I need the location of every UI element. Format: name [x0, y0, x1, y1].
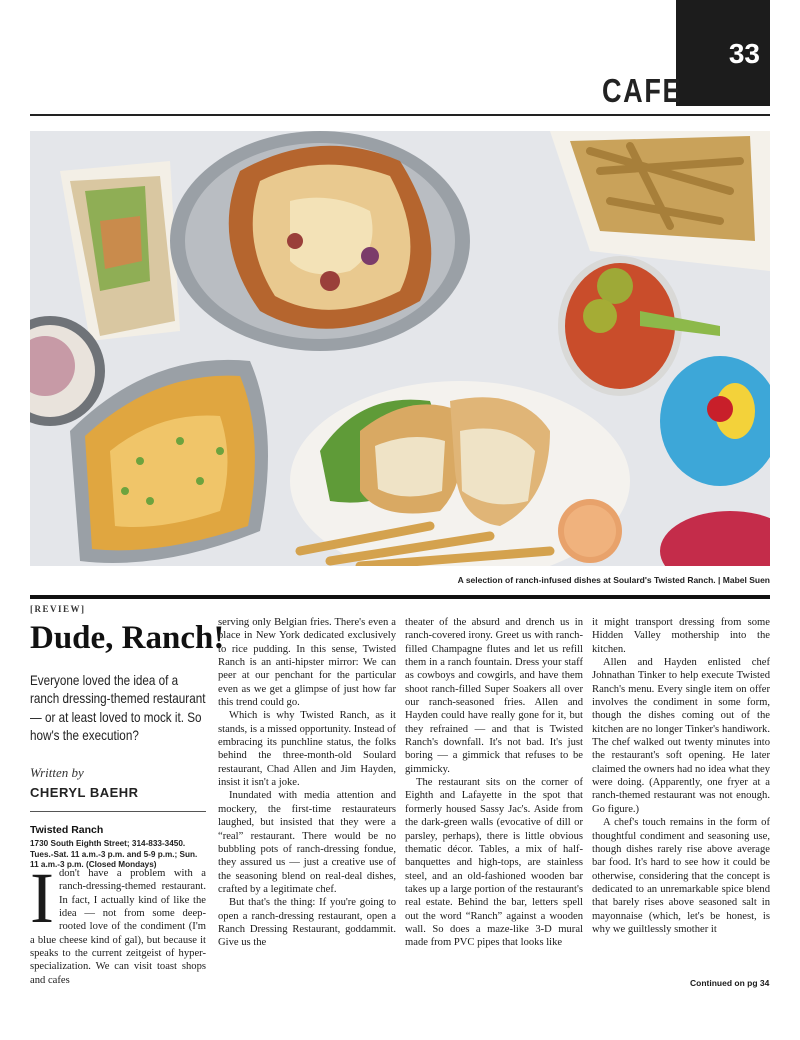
column-2 — [218, 616, 396, 994]
venue-address: 1730 South Eighth Street; 314-833-3450. — [30, 839, 186, 849]
col2-paragraph: Which is why Twisted Ranch, as it stands, is a missed opportunity. Instead of embracing its punchline status, the folks behind the three-month-old Soulard restaurant, Chad Allen and Jim Hayden, insist it isn't a joke. — [218, 710, 396, 789]
page-number-box — [676, 0, 770, 106]
col3-paragraph: The restaurant sits on the corner of Eighth and Lafayette in the spot that formerly housed Sassy Jac's. Aside from the dark-green walls (evocative of dill or parsley, perhaps), there is little obvious thematic décor. Tables, a mix of half-banquettes and high-tops, are stainless steel, and an old-fashioned wooden bar takes up a large portion of the restaurant's real estate. Behind the bar, letters spell out the word “Ranch” against a wooden wall. So does a maze-like 3-D mural made from PVC pipes that looks like — [405, 777, 583, 949]
continued-link[interactable]: Continued on pg 34 — [690, 978, 770, 988]
col2-paragraph: Inundated with media attention and mockery, the first-time restaurateurs laughed, but insisted that they were a “real” restaurant. There would be no bubbling pots of ranch-dressing fondue, they assured us — just a creative use of the seasoning blend on real-deal dishes, crafted by a legitimate chef. — [218, 790, 396, 895]
kicker: [REVIEW] — [30, 604, 86, 614]
venue-name: Twisted Ranch — [30, 824, 104, 837]
written-by-label: Written by — [30, 765, 84, 781]
food-photo — [30, 131, 770, 566]
divider — [30, 811, 206, 812]
col2-paragraph: But that's the thing: If you're going to open a ranch-dressing restaurant, open a Ranch Dressing Restaurant, goddammit. Give us the — [218, 897, 396, 949]
food-photo-illustration — [30, 131, 770, 566]
dek: Everyone loved the idea of a ranch dressing-themed restaurant — or at least loved to mock it. So how's the execution? — [30, 673, 206, 743]
col2-paragraph: serving only Belgian fries. There's even a place in New York dedicated exclusively to rice pudding. In this sense, Twisted Ranch is an anti-hipster mirror: We can peer at our penchant for the particular even as we get a glimpse of just how far this trend could go. — [218, 617, 396, 709]
headline: Dude, Ranch! — [30, 620, 225, 656]
flatbread-tray — [170, 131, 470, 351]
section-title: CAFE — [602, 72, 683, 109]
col3-paragraph: theater of the absurd and drench us in ranch-covered irony. Greet us with ranch-filled Champagne flutes and let us refill them in a ranch fountain. Dress your staff as cowboys and cowgirls, and have them shoot ranch-filled Super Soakers all over our ranch-seasoned fries. Allen and Hayden could have really gone for it, but they refrained — and that is Twisted Ranch's downfall. It's not bad. It's just boring — a gimmick that refuses to be gimmicky. — [405, 617, 583, 775]
page-number: 33 — [728, 38, 760, 69]
col1-paragraph: Idon't have a problem with a ranch-dressing-themed restaurant. In fact, I actually kind of like the idea — not from some deep-rooted love of the condiment (I'm a blue cheese kind of gal), but because it speaks to the current zeitgeist of hyper-specialization. We can visit toast shops and cafes — [30, 867, 206, 986]
column-1 — [30, 867, 206, 993]
col4-paragraph: Allen and Hayden enlisted chef Johnathan Tinker to help execute Twisted Ranch's menu. Every single item on offer involves the condiment in some form, though the dishes coming out of the kitchen are no longer Tinker's handiwork. The chef walked out twenty minutes into the restaurant's soft opening. He later claimed the owners had no idea what they were doing. (Apparently, one fryer at a ranch-themed restaurant was not enough. Go figure.) — [592, 657, 770, 815]
column-3 — [405, 616, 583, 994]
venue-hours: Tues.-Sat. 11 a.m.-3 p.m. and 5-9 p.m.; Sun. 11 a.m.-3 p.m. (Closed Mondays) — [30, 849, 198, 870]
photo-caption: A selection of ranch-infused dishes at Soulard's Twisted Ranch. | Mabel Suen — [457, 575, 770, 585]
column-4 — [592, 616, 770, 994]
article-rule — [30, 595, 770, 599]
col4-paragraph: A chef's touch remains in the form of thoughtful condiment and seasoning use, though dishes rarely rise above average bar food. It's hard to see how it could be otherwise, considering that the concept is dedicated to an unremarkable spice blend that barely rises above seasoned salt in mayonnaise (which, let's be honest, is why we guiltlessly smother it — [592, 817, 770, 935]
author: CHERYL BAEHR — [30, 785, 139, 801]
dropcap: I — [30, 867, 54, 938]
col4-paragraph: it might transport dressing from some Hidden Valley mothership into the kitchen. — [592, 617, 770, 655]
article-intro — [30, 604, 225, 871]
top-rule — [30, 114, 770, 116]
venue-info — [30, 839, 206, 871]
